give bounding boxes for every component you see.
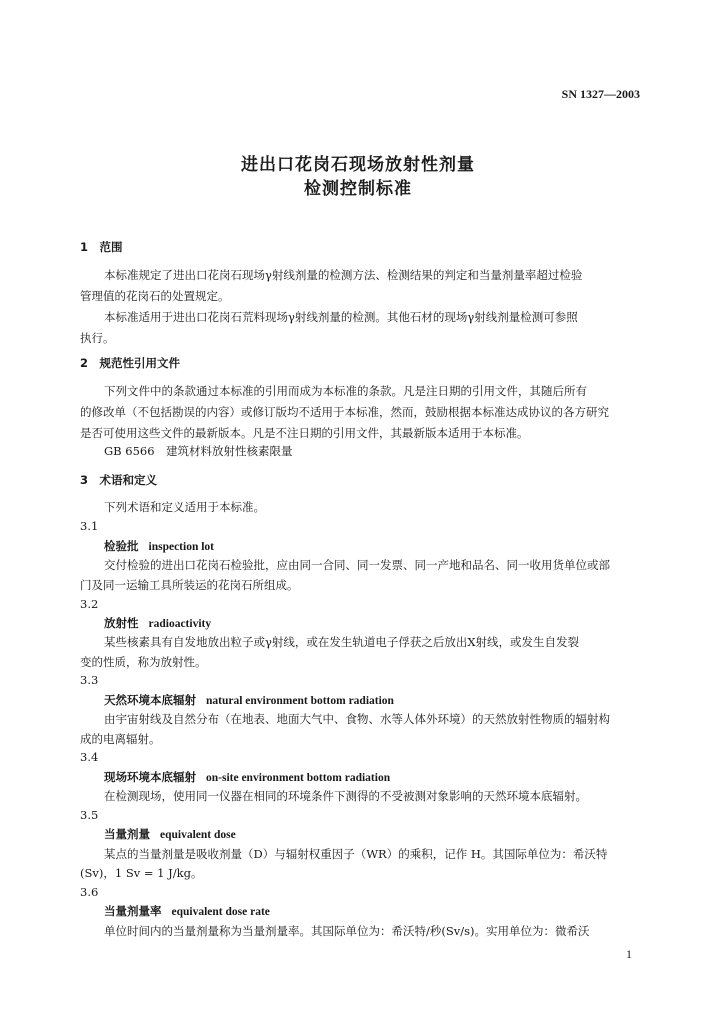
term-en: on-site environment bottom radiation bbox=[206, 772, 391, 784]
definition-line: 成的电离辐射。 bbox=[80, 732, 161, 746]
term-zh: 天然环境本底辐射 bbox=[104, 693, 196, 707]
term-title bbox=[104, 770, 640, 785]
clause-number: 3.6 bbox=[80, 885, 99, 899]
page-number: 1 bbox=[626, 947, 632, 961]
reference-item: GB 6566 建筑材料放射性核素限量 bbox=[104, 444, 293, 458]
paragraph-line: 本标准规定了进出口花岗石现场γ射线剂量的检测方法、检测结果的判定和当量剂量率超过检验 bbox=[104, 268, 583, 282]
term-title bbox=[104, 827, 640, 842]
clause-number: 3.3 bbox=[80, 673, 99, 687]
definition-line: 在检测现场，使用同一仪器在相同的环境条件下测得的不受被测对象影响的天然环境本底辐射。 bbox=[104, 789, 587, 803]
paragraph-line: 是否可使用这些文件的最新版本。凡是不注日期的引用文件，其最新版本适用于本标准。 bbox=[80, 426, 529, 440]
term-en: inspection lot bbox=[148, 541, 214, 553]
term-en: natural environment bottom radiation bbox=[206, 695, 394, 707]
clause-number: 3.1 bbox=[80, 519, 99, 533]
definition-line: 变的性质，称为放射性。 bbox=[80, 655, 207, 669]
paragraph-line: 管理值的花岗石的处置规定。 bbox=[80, 289, 230, 303]
clause-number: 3.2 bbox=[80, 597, 99, 611]
definition-line: 某点的当量剂量是吸收剂量（D）与辐射权重因子（WR）的乘积，记作 H。其国际单位为：希沃特 bbox=[104, 847, 608, 861]
term-en: equivalent dose rate bbox=[171, 906, 270, 918]
definition-line: 门及同一运输工具所装运的花岗石所组成。 bbox=[80, 578, 299, 592]
paragraph-line: 的修改单（不包括勘误的内容）或修订版均不适用于本标准，然而，鼓励根据本标准达成协议的各方研究 bbox=[80, 405, 609, 419]
document-title-line-1: 进出口花岗石现场放射性剂量 bbox=[241, 155, 475, 175]
clause-number: 3.4 bbox=[80, 750, 99, 764]
clause-number: 3.5 bbox=[80, 808, 99, 822]
term-zh: 当量剂量 bbox=[104, 827, 150, 841]
term-zh: 放射性 bbox=[104, 616, 139, 630]
term-zh: 现场环境本底辐射 bbox=[104, 770, 196, 784]
paragraph-line: 下列文件中的条款通过本标准的引用而成为本标准的条款。凡是注日期的引用文件，其随后所有 bbox=[104, 384, 587, 398]
definition-line: 由宇宙射线及自然分布（在地表、地面大气中、食物、水等人体外环境）的天然放射性物质的辐射构 bbox=[104, 712, 610, 726]
term-zh: 检验批 bbox=[104, 539, 139, 553]
term-title bbox=[104, 904, 640, 919]
section-heading-scope: 1 范围 bbox=[80, 240, 123, 254]
standard-number: SN 1327—2003 bbox=[561, 87, 640, 101]
definition-line: 单位时间内的当量剂量称为当量剂量率。其国际单位为：希沃特/秒(Sv/s)。实用单位为：微希沃 bbox=[104, 924, 590, 938]
section-heading-terms: 3 术语和定义 bbox=[80, 473, 158, 487]
term-zh: 当量剂量率 bbox=[104, 904, 162, 918]
paragraph-line: 执行。 bbox=[80, 331, 115, 345]
term-title bbox=[104, 693, 640, 708]
term-title bbox=[104, 616, 640, 631]
section-heading-normative-references: 2 规范性引用文件 bbox=[80, 356, 181, 370]
paragraph-line: 本标准适用于进出口花岗石荒料现场γ射线剂量的检测。其他石材的现场γ射线剂量检测可参照 bbox=[104, 310, 578, 324]
definition-line: (Sv)，1 Sv = 1 J/kg。 bbox=[80, 866, 203, 880]
term-en: equivalent dose bbox=[160, 829, 236, 841]
definition-line: 交付检验的进出口花岗石检验批，应由同一合同、同一发票、同一产地和品名、同一收用货单位或部 bbox=[104, 558, 610, 572]
definition-line: 某些核素具有自发地放出粒子或γ射线，或在发生轨道电子俘获之后放出X射线，或发生自发裂 bbox=[104, 635, 580, 649]
term-en: radioactivity bbox=[148, 618, 212, 630]
paragraph-line: 下列术语和定义适用于本标准。 bbox=[104, 500, 265, 514]
document-title-line-2: 检测控制标准 bbox=[304, 179, 412, 199]
term-title bbox=[104, 539, 640, 554]
